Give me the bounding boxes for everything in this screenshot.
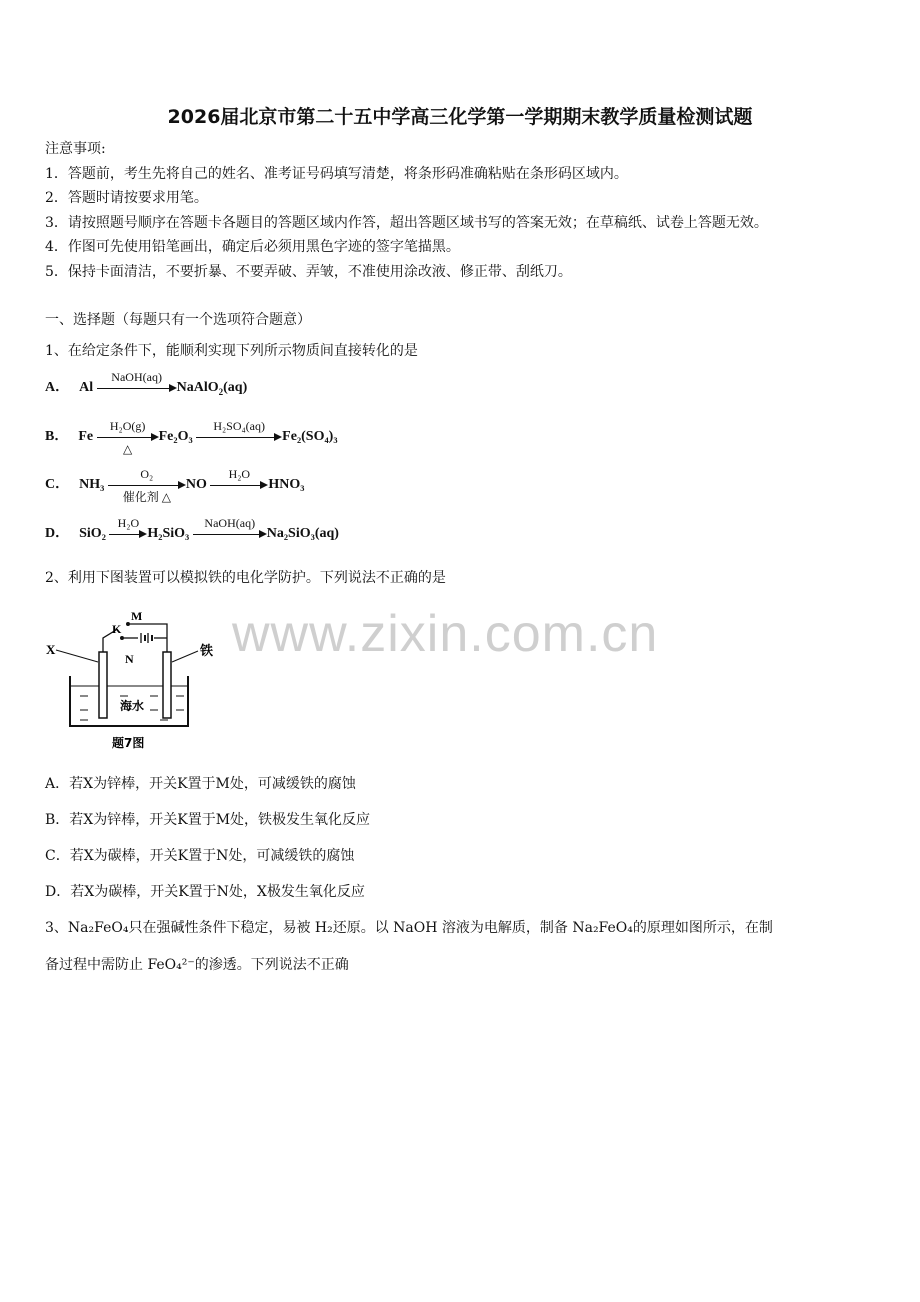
label-seawater: 海水 bbox=[120, 699, 145, 713]
product-subscript: 2 bbox=[218, 387, 224, 398]
q2-option-d: D．若X为碳棒，开关K置于N处，X极发生氧化反应 bbox=[45, 884, 365, 900]
arrow-condition-below: 催化剂 △ bbox=[122, 490, 171, 504]
label-m: M bbox=[131, 609, 143, 623]
product: NaAlO bbox=[176, 380, 219, 396]
arrow-condition: NaOH(aq) bbox=[111, 370, 162, 384]
section-heading: 一、选择题（每题只有一个选项符合题意） bbox=[45, 312, 311, 328]
reaction-arrow bbox=[108, 467, 186, 503]
label-x: X bbox=[46, 642, 56, 657]
note-item-2: 2．答题时请按要求用笔。 bbox=[45, 190, 208, 206]
reaction-arrow bbox=[109, 516, 147, 552]
option-key: D． bbox=[45, 526, 70, 542]
arrow-condition: NaOH(aq) bbox=[204, 516, 256, 530]
label-k: K bbox=[112, 622, 122, 636]
q2-stem: 2、利用下图装置可以模拟铁的电化学防护。下列说法不正确的是 bbox=[45, 570, 446, 586]
option-key: A． bbox=[45, 380, 70, 396]
q1-option-b bbox=[45, 419, 338, 455]
reactant: SiO₂ bbox=[79, 526, 106, 542]
product: Na₂SiO₃(aq) bbox=[266, 526, 339, 542]
arrow-condition: O₂ bbox=[140, 467, 154, 481]
note-item-5: 5．保持卡面清洁，不要折暴、不要弄破、弄皱，不准使用涂改液、修正带、刮纸刀。 bbox=[45, 264, 572, 280]
q3-stem-line2: 备过程中需防止 FeO₄²⁻的渗透。下列说法不正确 bbox=[45, 957, 349, 973]
page-title: 2026届北京市第二十五中学高三化学第一学期期末教学质量检测试题 bbox=[167, 106, 753, 128]
reaction-arrow bbox=[97, 419, 159, 455]
reaction-arrow bbox=[193, 516, 267, 552]
q1-stem: 1、在给定条件下，能顺利实现下列所示物质间直接转化的是 bbox=[45, 343, 418, 359]
label-x-leader bbox=[56, 650, 98, 662]
contact-n bbox=[120, 636, 124, 640]
note-item-1: 1．答题前，考生先将自己的姓名、准考证号码填写清楚，将条形码准确粘贴在条形码区域内。 bbox=[45, 166, 628, 182]
electrochemical-apparatus-figure bbox=[40, 604, 240, 754]
iron-electrode bbox=[163, 652, 171, 718]
reaction-arrow bbox=[196, 419, 282, 455]
contact-m bbox=[126, 622, 130, 626]
q1-option-d bbox=[45, 516, 339, 552]
product: HNO₃ bbox=[268, 477, 305, 493]
intermediate: H₂SiO₃ bbox=[147, 526, 190, 542]
note-item-4: 4．作图可先使用铅笔画出，确定后必须用黑色字迹的签字笔描黑。 bbox=[45, 239, 460, 255]
arrow-condition-below: △ bbox=[122, 442, 133, 456]
q2-option-b: B．若X为锌棒，开关K置于M处，铁极发生氧化反应 bbox=[45, 812, 371, 828]
arrow-condition: H₂O bbox=[117, 516, 140, 530]
option-key: B． bbox=[45, 429, 69, 445]
reactant: NH₃ bbox=[79, 477, 105, 493]
product-state: (aq) bbox=[223, 380, 248, 396]
arrow-condition: H₂O bbox=[228, 467, 251, 481]
q1-option-a bbox=[45, 370, 247, 406]
reactant: Fe bbox=[78, 429, 94, 445]
watermark: www.zixin.com.cn bbox=[232, 605, 659, 663]
reactant: Al bbox=[79, 380, 94, 396]
notes-heading: 注意事项: bbox=[45, 141, 106, 157]
product: Fe₂(SO₄)₃ bbox=[282, 429, 338, 445]
intermediate: NO bbox=[185, 477, 207, 493]
note-item-3: 3．请按照题号顺序在答题卡各题目的答题区域内作答，超出答题区域书写的答案无效；在草稿纸、试卷上答题无效。 bbox=[45, 215, 768, 231]
arrow-condition: H₂SO₄(aq) bbox=[213, 419, 266, 433]
label-iron-leader bbox=[172, 651, 198, 662]
label-iron: 铁 bbox=[200, 644, 214, 659]
q3-stem-line1: 3、Na₂FeO₄只在强碱性条件下稳定，易被 H₂还原。以 NaOH 溶液为电解质，制备 Na₂FeO₄的原理如图所示，在制 bbox=[45, 920, 773, 936]
q2-option-c: C．若X为碳棒，开关K置于N处，可减缓铁的腐蚀 bbox=[45, 848, 355, 864]
figure-caption: 题7图 bbox=[112, 736, 145, 750]
label-n: N bbox=[125, 652, 134, 666]
intermediate: Fe₂O₃ bbox=[158, 429, 193, 445]
q2-option-a: A．若X为锌棒，开关K置于M处，可减缓铁的腐蚀 bbox=[45, 776, 356, 792]
reaction-arrow bbox=[97, 370, 177, 406]
reaction-arrow bbox=[210, 467, 268, 503]
x-electrode bbox=[99, 652, 107, 718]
q1-option-c bbox=[45, 467, 304, 503]
arrow-condition: H₂O(g) bbox=[109, 419, 146, 433]
option-key: C． bbox=[45, 477, 70, 493]
